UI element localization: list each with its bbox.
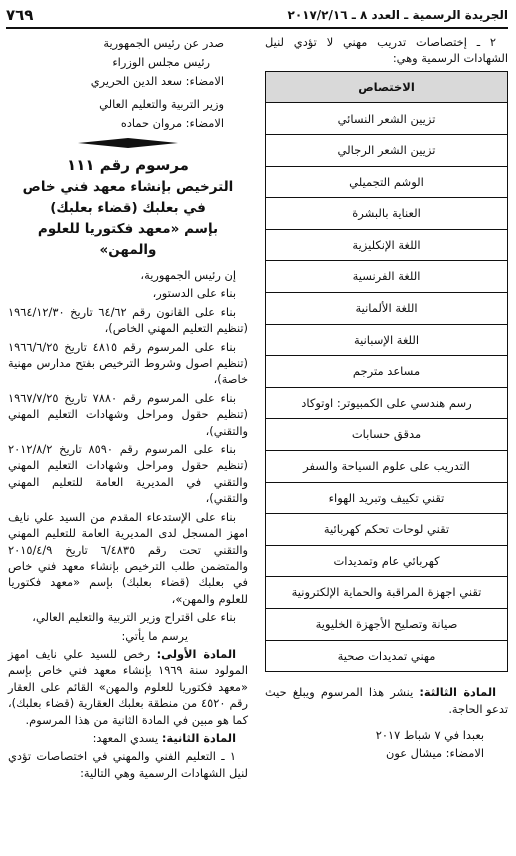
decree-number: مرسوم رقم ١١١: [67, 156, 189, 174]
pm-title: رئيس مجلس الوزراء: [112, 55, 210, 69]
separator-ornament: [8, 137, 248, 149]
article-2-label: المادة الثانية:: [161, 730, 236, 745]
table-row: [266, 450, 508, 482]
signature-block: [8, 34, 248, 133]
specialty-cell: مهني تمديدات صحية: [266, 640, 508, 672]
specialty-cell: كهربائي عام وتمديدات: [266, 545, 508, 577]
table-row: [266, 514, 508, 546]
article-2-item-1: ١ ـ التعليم الفني والمهني في اختصاصات تؤدي لنيل الشهادات الرسمية وهي التالية:: [8, 749, 248, 780]
decrees-following: يرسم ما يأتي:: [121, 628, 188, 643]
preamble-decree-4815: بناء على المرسوم رقم ٤٨١٥ تاريخ ١٩٦٦/٦/٢٥ (تنظيم اصول وشروط الترخيص بفتح مدارس مهنية خاصة)،: [8, 339, 248, 387]
specialty-cell: مساعد مترجم: [266, 356, 508, 388]
pm-signature: الامضاء: سعد الدين الحريري: [90, 74, 224, 88]
article-3: [265, 684, 508, 717]
specialty-cell: اللغة الإنكليزية: [266, 229, 508, 261]
decree-title-line-2: في بعلبك (قضاء بعلبك): [50, 200, 206, 216]
section-2-intro: ٢ ـ إختصاصات تدريب مهني لا تؤدي لنيل الشهادات الرسمية وهي:: [265, 35, 508, 66]
decree-title-line-1: الترخيص بإنشاء معهد فني خاص: [22, 179, 234, 195]
decree-date: بعبدا في ٧ شباط ٢٠١٧: [375, 727, 484, 742]
specialty-cell: تزيين الشعر الرجالي: [266, 135, 508, 167]
preamble-law: بناء على القانون رقم ٦٤/٦٢ تاريخ ١٩٦٤/١٢/٣٠ (تنظيم التعليم المهني الخاص)،: [8, 304, 248, 336]
gazette-issue-title: الجريدة الرسمية ـ العدد ٨ ـ ٢٠١٧/٢/١٦: [287, 8, 508, 22]
specialty-cell: رسم هندسي على الكمبيوتر: اوتوكاد: [266, 387, 508, 419]
table-row: [266, 103, 508, 135]
table-row: [266, 545, 508, 577]
table-row: [266, 640, 508, 672]
preamble-decree-8590: بناء على المرسوم رقم ٨٥٩٠ تاريخ ٢٠١٢/٨/٢ (تنظيم حقول ومراحل وشهادات التعليم المهني والتقني في المديرية العامة للتعليم المهني والتقني)،: [8, 442, 248, 506]
preamble-constitution: بناء على الدستور،: [152, 286, 236, 301]
table-row: [266, 198, 508, 230]
specialty-cell: صيانة وتصليح الأجهزة الخليوية: [266, 608, 508, 640]
table-row: [266, 229, 508, 261]
article-1-label: المادة الأولى:: [156, 646, 237, 661]
specialty-cell: مدقق حسابات: [266, 419, 508, 451]
specialties-table-body: [266, 103, 508, 672]
article-2: [8, 730, 248, 746]
article-1: [8, 646, 248, 728]
table-row: [266, 608, 508, 640]
decree-title-line-3: بإسم «معهد فكتوريا للعلوم والمهن»: [37, 221, 219, 258]
specialty-cell: اللغة الألمانية: [266, 292, 508, 324]
article-1-text: رخص للسيد علي نايف امهز المولود سنة ١٩٦٩ بإنشاء معهد فني خاص بإسم «معهد فكتوريا للعلوم والمهن» القائم على العقار رقم ٤٥٢٠ من منطقة بعلبك العقارية (قضاء بعلبك)، كما هو مبين في المادة الثانية من هذا المرسوم.: [8, 646, 248, 727]
page-number: ٧٦٩: [6, 6, 34, 24]
table-header: الاختصاص: [266, 71, 508, 103]
preamble-application: بناء على الإستدعاء المقدم من السيد علي نايف امهز المسجل لدى المديرية العامة للتعليم المهني والتقني تحت رقم ٦/٤٨٣٥ تاريخ ٢٠١٥/٤/٩ والمتضمن طلب الترخيص بإنشاء معهد فني خاص في بعلبك (قضاء بعلبك) بإسم «معهد فكتوريا للعلوم والمهن»،: [8, 509, 248, 606]
specialty-cell: التدريب على علوم السياحة والسفر: [266, 450, 508, 482]
page-header: [6, 4, 508, 26]
specialty-cell: تقني اجهزة المراقبة والحماية الإلكترونية: [266, 577, 508, 609]
specialty-cell: تقني تكييف وتبريد الهواء: [266, 482, 508, 514]
separator-ornament-icon: [78, 137, 178, 149]
specialty-cell: تقني لوحات تحكم كهربائية: [266, 514, 508, 546]
article-2-text: يسدي المعهد:: [92, 730, 162, 745]
table-row: [266, 356, 508, 388]
specialty-cell: العناية بالبشرة: [266, 198, 508, 230]
specialty-cell: اللغة الفرنسية: [266, 261, 508, 293]
table-row: [266, 261, 508, 293]
table-row: [266, 324, 508, 356]
table-row: [266, 292, 508, 324]
president-signature: الامضاء: ميشال عون: [385, 746, 484, 761]
preamble-proposal: بناء على اقتراح وزير التربية والتعليم العالي،: [32, 610, 236, 625]
preamble-decree-7880: بناء على المرسوم رقم ٧٨٨٠ تاريخ ١٩٦٧/٧/٢٥ (تنظيم حقول ومراحل وشهادات التعليم المهني والتقني)،: [8, 390, 248, 438]
preamble-president: إن رئيس الجمهورية،: [140, 268, 236, 282]
left-column: [8, 34, 248, 783]
article-3-text: ينشر هذا المرسوم ويبلغ حيث تدعو الحاجة.: [265, 685, 508, 716]
table-row: [266, 166, 508, 198]
specialty-cell: تزيين الشعر النسائي: [266, 103, 508, 135]
specialties-table: [265, 71, 508, 672]
table-row: [266, 419, 508, 451]
table-row: [266, 577, 508, 609]
right-column: [265, 34, 508, 764]
header-rule: [6, 27, 508, 29]
article-3-label: المادة الثالثة:: [419, 685, 496, 700]
specialty-cell: اللغة الإسبانية: [266, 324, 508, 356]
table-row: [266, 482, 508, 514]
issued-by: صدر عن رئيس الجمهورية: [103, 36, 224, 50]
specialty-cell: الوشم التجميلي: [266, 166, 508, 198]
table-row: [266, 387, 508, 419]
minister-title: وزير التربية والتعليم العالي: [99, 97, 224, 111]
minister-signature: الامضاء: مروان حماده: [120, 116, 224, 130]
table-row: [266, 135, 508, 167]
